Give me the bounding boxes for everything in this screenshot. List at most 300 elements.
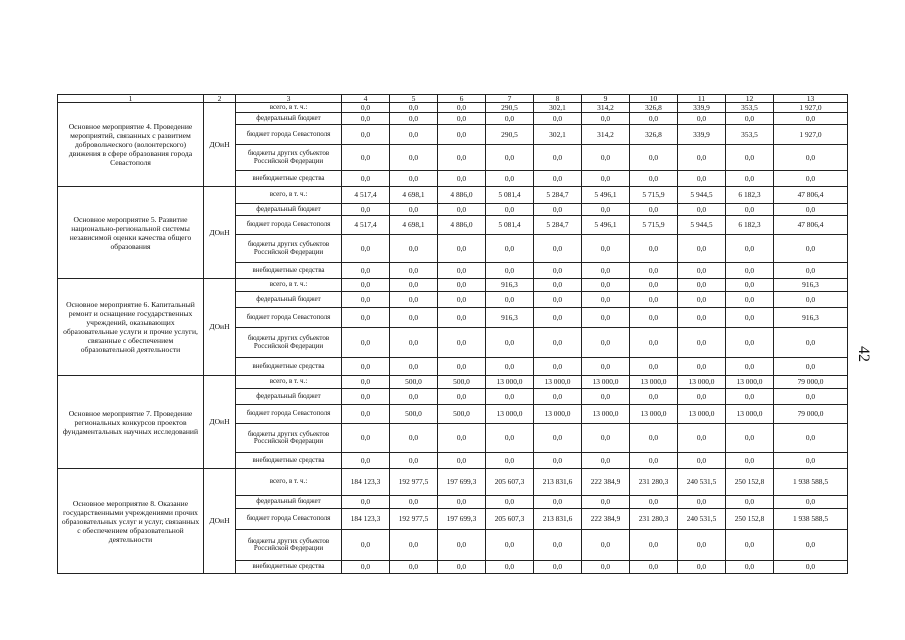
value-cell: 0,0 <box>582 358 630 376</box>
value-cell: 0,0 <box>534 235 582 263</box>
value-cell: 0,0 <box>534 292 582 308</box>
value-cell: 0,0 <box>390 424 438 453</box>
value-cell: 0,0 <box>582 561 630 574</box>
value-cell: 4 698,1 <box>390 187 438 204</box>
value-cell: 0,0 <box>438 328 486 358</box>
value-cell: 0,0 <box>534 530 582 561</box>
value-cell: 326,8 <box>630 125 678 145</box>
funding-source: всего, в т. ч.: <box>236 376 342 389</box>
value-cell: 0,0 <box>486 113 534 125</box>
funding-source: бюджеты других субъектов Российской Федерации <box>236 328 342 358</box>
value-cell: 0,0 <box>390 496 438 509</box>
value-cell: 290,5 <box>486 125 534 145</box>
value-cell: 0,0 <box>486 235 534 263</box>
value-cell: 0,0 <box>630 389 678 405</box>
value-cell: 0,0 <box>438 235 486 263</box>
total-cell: 916,3 <box>774 308 848 328</box>
total-cell: 0,0 <box>774 145 848 171</box>
value-cell: 0,0 <box>438 308 486 328</box>
total-cell: 916,3 <box>774 279 848 292</box>
value-cell: 0,0 <box>438 292 486 308</box>
value-cell: 0,0 <box>630 113 678 125</box>
value-cell: 0,0 <box>390 204 438 216</box>
value-cell: 0,0 <box>726 424 774 453</box>
value-cell: 0,0 <box>534 308 582 328</box>
funding-source: федеральный бюджет <box>236 389 342 405</box>
value-cell: 0,0 <box>438 204 486 216</box>
funding-source: внебюджетные средства <box>236 453 342 469</box>
value-cell: 13 000,0 <box>726 376 774 389</box>
value-cell: 222 384,9 <box>582 509 630 530</box>
value-cell: 5 715,9 <box>630 187 678 204</box>
value-cell: 0,0 <box>678 561 726 574</box>
value-cell: 0,0 <box>342 171 390 187</box>
value-cell: 0,0 <box>678 424 726 453</box>
value-cell: 205 607,3 <box>486 509 534 530</box>
value-cell: 0,0 <box>582 292 630 308</box>
column-header: 9 <box>582 95 630 103</box>
funding-source: внебюджетные средства <box>236 171 342 187</box>
funding-source: бюджеты других субъектов Российской Федерации <box>236 530 342 561</box>
total-cell: 0,0 <box>774 204 848 216</box>
value-cell: 500,0 <box>438 376 486 389</box>
value-cell: 0,0 <box>534 279 582 292</box>
funding-source: всего, в т. ч.: <box>236 103 342 113</box>
total-cell: 1 938 588,5 <box>774 469 848 496</box>
total-cell: 47 806,4 <box>774 187 848 204</box>
value-cell: 0,0 <box>342 358 390 376</box>
value-cell: 0,0 <box>390 530 438 561</box>
value-cell: 13 000,0 <box>534 376 582 389</box>
column-header: 7 <box>486 95 534 103</box>
total-cell: 0,0 <box>774 389 848 405</box>
value-cell: 339,9 <box>678 103 726 113</box>
responsible-org: ДОиН <box>204 469 236 574</box>
value-cell: 13 000,0 <box>678 376 726 389</box>
value-cell: 916,3 <box>486 308 534 328</box>
total-cell: 1 927,0 <box>774 125 848 145</box>
value-cell: 13 000,0 <box>630 405 678 424</box>
measure-name: Основное мероприятие 7. Проведение региональных конкурсов проектов фундаментальных научных исследований <box>58 376 204 469</box>
funding-source: федеральный бюджет <box>236 113 342 125</box>
funding-source: федеральный бюджет <box>236 292 342 308</box>
value-cell: 0,0 <box>582 204 630 216</box>
value-cell: 0,0 <box>342 453 390 469</box>
value-cell: 0,0 <box>726 204 774 216</box>
value-cell: 4 517,4 <box>342 187 390 204</box>
value-cell: 0,0 <box>342 308 390 328</box>
total-cell: 79 000,0 <box>774 405 848 424</box>
value-cell: 0,0 <box>342 389 390 405</box>
total-cell: 0,0 <box>774 113 848 125</box>
value-cell: 0,0 <box>342 496 390 509</box>
value-cell: 0,0 <box>342 279 390 292</box>
value-cell: 500,0 <box>438 405 486 424</box>
value-cell: 0,0 <box>390 113 438 125</box>
value-cell: 0,0 <box>726 145 774 171</box>
value-cell: 0,0 <box>486 424 534 453</box>
value-cell: 339,9 <box>678 125 726 145</box>
value-cell: 0,0 <box>390 308 438 328</box>
value-cell: 0,0 <box>582 496 630 509</box>
value-cell: 0,0 <box>438 113 486 125</box>
value-cell: 4 698,1 <box>390 216 438 235</box>
value-cell: 0,0 <box>630 496 678 509</box>
value-cell: 0,0 <box>726 279 774 292</box>
value-cell: 0,0 <box>486 145 534 171</box>
value-cell: 4 886,0 <box>438 187 486 204</box>
value-cell: 0,0 <box>486 204 534 216</box>
value-cell: 0,0 <box>678 292 726 308</box>
value-cell: 0,0 <box>678 263 726 279</box>
total-cell: 0,0 <box>774 292 848 308</box>
column-header: 1 <box>58 95 204 103</box>
funding-source: бюджет города Севастополя <box>236 216 342 235</box>
value-cell: 13 000,0 <box>678 405 726 424</box>
value-cell: 500,0 <box>390 405 438 424</box>
value-cell: 0,0 <box>726 235 774 263</box>
value-cell: 0,0 <box>630 530 678 561</box>
value-cell: 0,0 <box>726 530 774 561</box>
value-cell: 0,0 <box>726 358 774 376</box>
value-cell: 0,0 <box>438 103 486 113</box>
value-cell: 250 152,8 <box>726 509 774 530</box>
total-cell: 0,0 <box>774 171 848 187</box>
value-cell: 0,0 <box>486 561 534 574</box>
value-cell: 0,0 <box>486 358 534 376</box>
value-cell: 0,0 <box>390 279 438 292</box>
value-cell: 0,0 <box>534 358 582 376</box>
table-row <box>58 103 848 113</box>
column-header: 3 <box>236 95 342 103</box>
value-cell: 0,0 <box>726 308 774 328</box>
value-cell: 13 000,0 <box>486 405 534 424</box>
value-cell: 0,0 <box>438 453 486 469</box>
funding-source: всего, в т. ч.: <box>236 279 342 292</box>
total-cell: 47 806,4 <box>774 216 848 235</box>
value-cell: 0,0 <box>390 328 438 358</box>
value-cell: 0,0 <box>438 263 486 279</box>
value-cell: 205 607,3 <box>486 469 534 496</box>
value-cell: 0,0 <box>342 204 390 216</box>
value-cell: 0,0 <box>390 292 438 308</box>
value-cell: 0,0 <box>486 453 534 469</box>
value-cell: 0,0 <box>438 530 486 561</box>
value-cell: 0,0 <box>390 263 438 279</box>
value-cell: 0,0 <box>630 292 678 308</box>
value-cell: 0,0 <box>390 103 438 113</box>
total-cell: 0,0 <box>774 263 848 279</box>
value-cell: 0,0 <box>438 389 486 405</box>
value-cell: 0,0 <box>390 389 438 405</box>
value-cell: 0,0 <box>342 103 390 113</box>
value-cell: 0,0 <box>582 389 630 405</box>
value-cell: 13 000,0 <box>726 405 774 424</box>
value-cell: 0,0 <box>630 308 678 328</box>
value-cell: 0,0 <box>390 561 438 574</box>
value-cell: 192 977,5 <box>390 469 438 496</box>
measure-name: Основное мероприятие 6. Капитальный ремонт и оснащение государственных учреждений, оказывающих образовательные услуги и прочие услуги, связанные с обеспечением образовательной деятельности <box>58 279 204 376</box>
value-cell: 0,0 <box>582 263 630 279</box>
value-cell: 0,0 <box>678 358 726 376</box>
value-cell: 5 081,4 <box>486 187 534 204</box>
value-cell: 4 517,4 <box>342 216 390 235</box>
column-header: 5 <box>390 95 438 103</box>
value-cell: 0,0 <box>438 561 486 574</box>
value-cell: 0,0 <box>486 496 534 509</box>
column-header: 13 <box>774 95 848 103</box>
column-header: 8 <box>534 95 582 103</box>
value-cell: 0,0 <box>630 235 678 263</box>
value-cell: 353,5 <box>726 103 774 113</box>
value-cell: 0,0 <box>582 308 630 328</box>
value-cell: 0,0 <box>726 328 774 358</box>
value-cell: 0,0 <box>678 279 726 292</box>
value-cell: 5 715,9 <box>630 216 678 235</box>
funding-source: всего, в т. ч.: <box>236 469 342 496</box>
value-cell: 0,0 <box>678 530 726 561</box>
value-cell: 0,0 <box>582 171 630 187</box>
total-cell: 0,0 <box>774 453 848 469</box>
responsible-org: ДОиН <box>204 376 236 469</box>
funding-source: внебюджетные средства <box>236 263 342 279</box>
table-row <box>58 279 848 292</box>
value-cell: 213 831,6 <box>534 509 582 530</box>
value-cell: 0,0 <box>630 204 678 216</box>
value-cell: 192 977,5 <box>390 509 438 530</box>
measure-name: Основное мероприятие 4. Проведение мероприятий, связанных с развитием добровольческого (волонтерского) движения в сфере образования города Севастополя <box>58 103 204 187</box>
value-cell: 0,0 <box>726 389 774 405</box>
value-cell: 0,0 <box>726 171 774 187</box>
value-cell: 13 000,0 <box>486 376 534 389</box>
value-cell: 13 000,0 <box>582 405 630 424</box>
value-cell: 0,0 <box>534 113 582 125</box>
value-cell: 0,0 <box>438 496 486 509</box>
value-cell: 0,0 <box>534 453 582 469</box>
value-cell: 0,0 <box>534 496 582 509</box>
value-cell: 222 384,9 <box>582 469 630 496</box>
value-cell: 0,0 <box>438 145 486 171</box>
column-header: 4 <box>342 95 390 103</box>
value-cell: 0,0 <box>438 171 486 187</box>
value-cell: 0,0 <box>534 204 582 216</box>
value-cell: 197 699,3 <box>438 509 486 530</box>
value-cell: 0,0 <box>486 530 534 561</box>
value-cell: 0,0 <box>582 453 630 469</box>
table-row <box>58 187 848 204</box>
value-cell: 0,0 <box>582 530 630 561</box>
value-cell: 0,0 <box>534 171 582 187</box>
value-cell: 302,1 <box>534 125 582 145</box>
column-header: 2 <box>204 95 236 103</box>
value-cell: 0,0 <box>582 235 630 263</box>
value-cell: 0,0 <box>582 113 630 125</box>
value-cell: 0,0 <box>390 453 438 469</box>
value-cell: 0,0 <box>726 263 774 279</box>
value-cell: 0,0 <box>486 263 534 279</box>
page-number: 42 <box>855 346 872 362</box>
value-cell: 0,0 <box>678 328 726 358</box>
value-cell: 0,0 <box>678 113 726 125</box>
value-cell: 0,0 <box>390 358 438 376</box>
value-cell: 5 944,5 <box>678 216 726 235</box>
value-cell: 5 496,1 <box>582 187 630 204</box>
total-cell: 0,0 <box>774 496 848 509</box>
value-cell: 0,0 <box>486 292 534 308</box>
value-cell: 5 496,1 <box>582 216 630 235</box>
column-header: 10 <box>630 95 678 103</box>
measure-name: Основное мероприятие 5. Развитие национально-региональной системы независимой оценки качества общего образования <box>58 187 204 279</box>
responsible-org: ДОиН <box>204 279 236 376</box>
value-cell: 0,0 <box>390 145 438 171</box>
value-cell: 0,0 <box>726 496 774 509</box>
total-cell: 0,0 <box>774 358 848 376</box>
value-cell: 184 123,3 <box>342 469 390 496</box>
value-cell: 0,0 <box>630 561 678 574</box>
value-cell: 0,0 <box>678 235 726 263</box>
funding-source: бюджет города Севастополя <box>236 125 342 145</box>
value-cell: 0,0 <box>342 113 390 125</box>
value-cell: 353,5 <box>726 125 774 145</box>
table-body <box>58 95 848 574</box>
funding-source: внебюджетные средства <box>236 358 342 376</box>
value-cell: 0,0 <box>342 405 390 424</box>
total-cell: 0,0 <box>774 530 848 561</box>
value-cell: 0,0 <box>342 235 390 263</box>
value-cell: 0,0 <box>486 389 534 405</box>
funding-source: бюджет города Севастополя <box>236 405 342 424</box>
value-cell: 0,0 <box>630 279 678 292</box>
value-cell: 0,0 <box>438 125 486 145</box>
funding-source: бюджеты других субъектов Российской Федерации <box>236 235 342 263</box>
value-cell: 0,0 <box>390 171 438 187</box>
value-cell: 0,0 <box>582 279 630 292</box>
funding-source: федеральный бюджет <box>236 204 342 216</box>
value-cell: 314,2 <box>582 103 630 113</box>
value-cell: 184 123,3 <box>342 509 390 530</box>
column-header: 6 <box>438 95 486 103</box>
measure-name: Основное мероприятие 8. Оказание государственными учреждениями прочих образовательных услуг и услуг, связанных с обеспечением образовательной деятельности <box>58 469 204 574</box>
value-cell: 0,0 <box>342 530 390 561</box>
value-cell: 0,0 <box>630 263 678 279</box>
value-cell: 240 531,5 <box>678 509 726 530</box>
total-cell: 79 000,0 <box>774 376 848 389</box>
column-header: 11 <box>678 95 726 103</box>
funding-source: внебюджетные средства <box>236 561 342 574</box>
value-cell: 0,0 <box>630 171 678 187</box>
value-cell: 0,0 <box>342 561 390 574</box>
value-cell: 0,0 <box>630 145 678 171</box>
value-cell: 6 182,3 <box>726 187 774 204</box>
value-cell: 13 000,0 <box>582 376 630 389</box>
value-cell: 6 182,3 <box>726 216 774 235</box>
total-cell: 1 938 588,5 <box>774 509 848 530</box>
total-cell: 1 927,0 <box>774 103 848 113</box>
value-cell: 250 152,8 <box>726 469 774 496</box>
value-cell: 290,5 <box>486 103 534 113</box>
value-cell: 0,0 <box>390 125 438 145</box>
table-row <box>58 376 848 389</box>
budget-table <box>57 94 848 574</box>
value-cell: 0,0 <box>534 389 582 405</box>
value-cell: 0,0 <box>678 204 726 216</box>
value-cell: 500,0 <box>390 376 438 389</box>
value-cell: 0,0 <box>726 561 774 574</box>
value-cell: 0,0 <box>342 292 390 308</box>
value-cell: 0,0 <box>582 145 630 171</box>
value-cell: 0,0 <box>534 263 582 279</box>
value-cell: 5 081,4 <box>486 216 534 235</box>
column-header: 12 <box>726 95 774 103</box>
funding-source: бюджет города Севастополя <box>236 308 342 328</box>
table-row <box>58 469 848 496</box>
value-cell: 240 531,5 <box>678 469 726 496</box>
value-cell: 0,0 <box>438 358 486 376</box>
total-cell: 0,0 <box>774 424 848 453</box>
value-cell: 0,0 <box>438 424 486 453</box>
value-cell: 5 284,7 <box>534 187 582 204</box>
value-cell: 0,0 <box>678 171 726 187</box>
value-cell: 0,0 <box>726 292 774 308</box>
total-cell: 0,0 <box>774 235 848 263</box>
value-cell: 231 280,3 <box>630 509 678 530</box>
value-cell: 0,0 <box>438 279 486 292</box>
value-cell: 0,0 <box>630 358 678 376</box>
value-cell: 0,0 <box>630 424 678 453</box>
value-cell: 4 886,0 <box>438 216 486 235</box>
value-cell: 0,0 <box>678 453 726 469</box>
value-cell: 302,1 <box>534 103 582 113</box>
value-cell: 213 831,6 <box>534 469 582 496</box>
value-cell: 0,0 <box>390 235 438 263</box>
value-cell: 13 000,0 <box>630 376 678 389</box>
value-cell: 326,8 <box>630 103 678 113</box>
funding-source: бюджет города Севастополя <box>236 509 342 530</box>
value-cell: 0,0 <box>342 125 390 145</box>
value-cell: 0,0 <box>630 453 678 469</box>
total-cell: 0,0 <box>774 328 848 358</box>
value-cell: 0,0 <box>342 328 390 358</box>
total-cell: 0,0 <box>774 561 848 574</box>
value-cell: 314,2 <box>582 125 630 145</box>
value-cell: 0,0 <box>582 328 630 358</box>
value-cell: 0,0 <box>678 496 726 509</box>
value-cell: 0,0 <box>342 376 390 389</box>
value-cell: 5 944,5 <box>678 187 726 204</box>
value-cell: 0,0 <box>582 424 630 453</box>
value-cell: 0,0 <box>678 389 726 405</box>
value-cell: 0,0 <box>630 328 678 358</box>
value-cell: 0,0 <box>342 263 390 279</box>
value-cell: 0,0 <box>534 328 582 358</box>
responsible-org: ДОиН <box>204 103 236 187</box>
responsible-org: ДОиН <box>204 187 236 279</box>
value-cell: 916,3 <box>486 279 534 292</box>
value-cell: 0,0 <box>486 171 534 187</box>
value-cell: 0,0 <box>534 424 582 453</box>
value-cell: 197 699,3 <box>438 469 486 496</box>
funding-source: бюджеты других субъектов Российской Федерации <box>236 424 342 453</box>
value-cell: 0,0 <box>678 308 726 328</box>
funding-source: всего, в т. ч.: <box>236 187 342 204</box>
value-cell: 0,0 <box>342 145 390 171</box>
funding-source: бюджеты других субъектов Российской Федерации <box>236 145 342 171</box>
header-row <box>58 95 848 103</box>
value-cell: 13 000,0 <box>534 405 582 424</box>
value-cell: 0,0 <box>678 145 726 171</box>
value-cell: 0,0 <box>534 145 582 171</box>
funding-source: федеральный бюджет <box>236 496 342 509</box>
